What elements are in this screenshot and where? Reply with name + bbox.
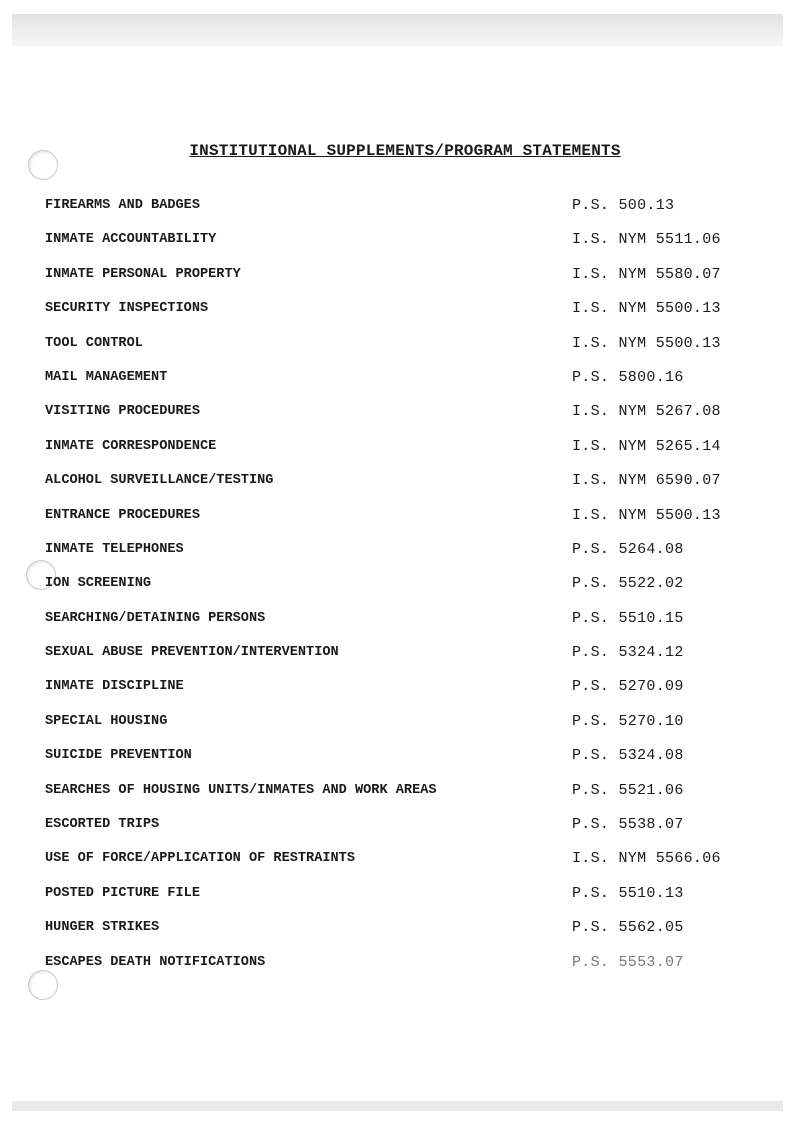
list-item [45,712,745,746]
entry-reference: P.S. 5324.12 [572,644,684,662]
entry-reference: P.S. 5522.02 [572,575,684,593]
scan-edge-top [12,14,783,46]
list-item [45,884,745,918]
entry-title: ESCORTED TRIPS [45,817,160,833]
list-item [45,230,745,264]
entry-reference: P.S. 5264.08 [572,540,684,558]
list-item [45,609,745,643]
entry-title: INMATE CORRESPONDENCE [45,438,217,454]
entry-title: SECURITY INSPECTIONS [45,301,209,317]
entry-reference: P.S. 500.13 [572,197,675,214]
list-item [45,574,745,608]
list-item [45,815,745,849]
entry-title: SEXUAL ABUSE PREVENTION/INTERVENTION [45,645,339,661]
entry-reference: I.S. NYM 5267.08 [572,403,721,421]
entry-reference: P.S. 5553.07 [572,953,684,971]
entry-title: INMATE PERSONAL PROPERTY [45,266,241,282]
entry-reference: P.S. 5521.06 [572,781,684,799]
entry-reference: I.S. NYM 5500.13 [572,506,721,524]
entry-reference: I.S. NYM 5511.06 [572,231,721,249]
entry-reference: I.S. NYM 6590.07 [572,472,721,490]
entry-reference: P.S. 5270.09 [572,678,684,696]
list-item [45,781,745,815]
entry-reference: I.S. NYM 5566.06 [572,850,721,868]
list-item [45,918,745,952]
entry-title: INMATE DISCIPLINE [45,679,184,695]
entry-reference: I.S. NYM 5500.13 [572,300,721,318]
entry-reference: I.S. NYM 5580.07 [572,265,721,283]
entry-title: SEARCHES OF HOUSING UNITS/INMATES AND WORK AREAS [45,782,437,798]
entry-title: FIREARMS AND BADGES [45,198,200,213]
list-item [45,368,745,402]
list-item [45,849,745,883]
list-item [45,196,745,230]
entry-title: SEARCHING/DETAINING PERSONS [45,610,266,626]
list-item [45,540,745,574]
entry-reference: P.S. 5562.05 [572,919,684,937]
list-item [45,643,745,677]
entry-reference: I.S. NYM 5265.14 [572,437,721,455]
list-item [45,746,745,780]
list-item [45,677,745,711]
entry-reference: P.S. 5800.16 [572,368,684,386]
list-item [45,437,745,471]
entry-title: INMATE TELEPHONES [45,541,184,557]
entry-reference: P.S. 5270.10 [572,712,684,730]
list-item [45,265,745,299]
entry-reference: P.S. 5510.13 [572,884,684,902]
entry-reference: P.S. 5538.07 [572,816,684,834]
entry-title: ENTRANCE PROCEDURES [45,507,200,523]
list-item [45,953,745,987]
entry-reference: P.S. 5324.08 [572,747,684,765]
entry-title: VISITING PROCEDURES [45,404,200,420]
list-item [45,471,745,505]
list-item [45,402,745,436]
entry-title: INMATE ACCOUNTABILITY [45,232,217,248]
entry-reference: I.S. NYM 5500.13 [572,334,721,352]
entry-title: SUICIDE PREVENTION [45,748,192,764]
entry-title: USE OF FORCE/APPLICATION OF RESTRAINTS [45,851,355,867]
list-item [45,299,745,333]
entry-title: SPECIAL HOUSING [45,713,168,729]
statement-list [45,196,745,987]
entry-title: ALCOHOL SURVEILLANCE/TESTING [45,473,274,489]
entry-reference: P.S. 5510.15 [572,609,684,627]
list-item [45,334,745,368]
scan-edge-bottom [12,1101,783,1111]
list-item [45,506,745,540]
entry-title: ION SCREENING [45,576,152,592]
page-title: INSTITUTIONAL SUPPLEMENTS/PROGRAM STATEMENTS [189,142,621,160]
entry-title: HUNGER STRIKES [45,920,160,936]
entry-title: TOOL CONTROL [45,335,143,351]
entry-title: POSTED PICTURE FILE [45,885,200,901]
entry-title: ESCAPES DEATH NOTIFICATIONS [45,954,266,970]
entry-title: MAIL MANAGEMENT [45,369,168,385]
